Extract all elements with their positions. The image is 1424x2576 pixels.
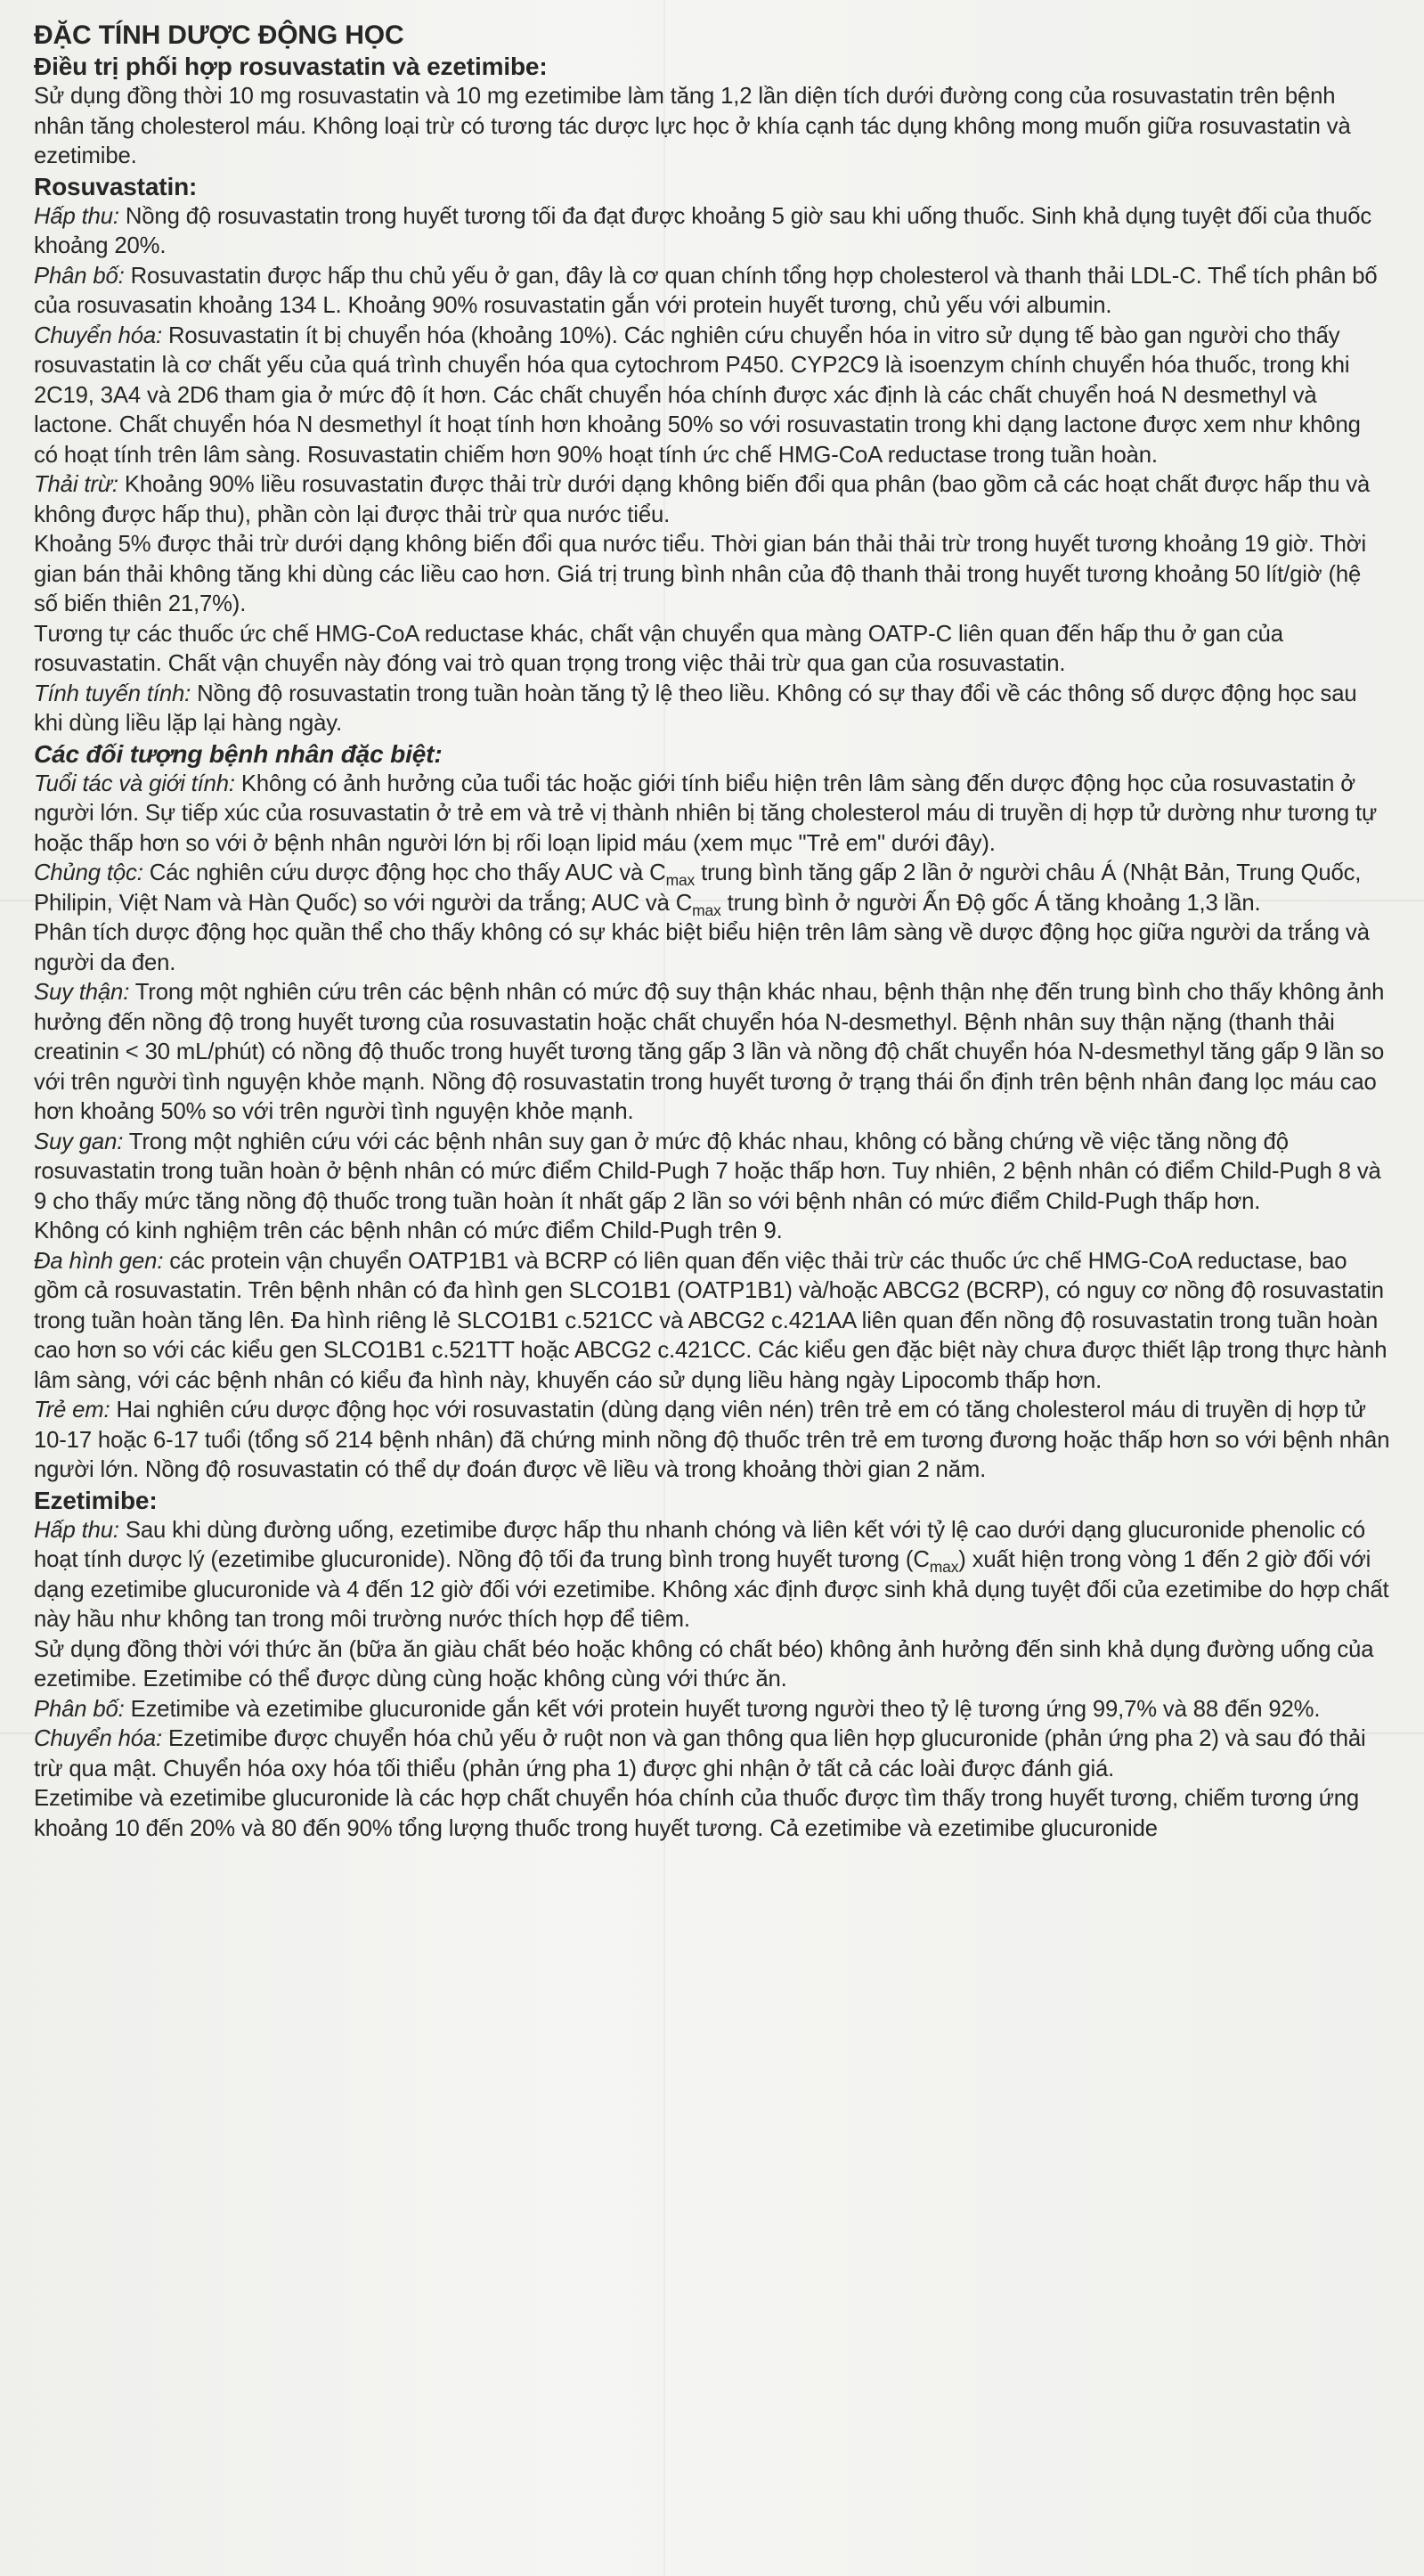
- combo-subheading: Điều trị phối hợp rosuvastatin và ezetimibe:: [34, 53, 548, 80]
- distribution-label: Phân bố:: [34, 263, 125, 289]
- hepatic-paragraph: [34, 1128, 1390, 1218]
- linearity-label: Tính tuyến tính:: [34, 681, 191, 706]
- ezetimibe-distribution-paragraph: [34, 1695, 1390, 1725]
- rosuvastatin-transport-paragraph: Tương tự các thuốc ức chế HMG-CoA reductase khác, chất vận chuyển qua màng OATP-C liên quan đến hấp thu ở gan của rosuvastatin. Chất vận chuyển này đóng vai trò quan trọng trong việc thải trừ qua gan của rosuvastatin.: [34, 621, 1283, 676]
- genetic-label: Đa hình gen:: [34, 1248, 164, 1274]
- ezetimibe-metabolism-paragraph: [34, 1724, 1390, 1784]
- elimination-label: Thải trừ:: [34, 472, 118, 497]
- special-populations-subheading: Các đối tượng bệnh nhân đặc biệt:: [34, 739, 443, 768]
- genetic-text: các protein vận chuyển OATP1B1 và BCRP có liên quan đến việc thải trừ các thuốc ức chế HMG-CoA reductase, bao gồm cả rosuvastatin. Trên bệnh nhân có đa hình gen SLCO1B1 (OATP1B1) và/hoặc ABCG2 (BCRP), có nguy cơ nồng độ rosuvastatin trong tuần hoàn tăng lên. Đa hình riêng lẻ SLCO1B1 c.521CC và ABCG2 c.421AA liên quan đến nồng độ rosuvastatin trong tuần hoàn cao hơn so với các kiểu gen SLCO1B1 c.521TT hoặc ABCG2 c.421CC. Các kiểu gen đặc biệt này chưa được thiết lập trong thực hành lâm sàng, với các bệnh nhân có kiểu đa hình này, khuyến cáo sử dụng liều hàng ngày Lipocomb thấp hơn.: [34, 1248, 1387, 1393]
- elimination-text: Khoảng 90% liều rosuvastatin được thải trừ dưới dạng không biến đổi qua phân (bao gồm cả các hoạt chất được hấp thu và không được hấp thu), phần còn lại được thải trừ qua nước tiểu.: [34, 472, 1371, 527]
- children-text: Hai nghiên cứu dược động học với rosuvastatin (dùng dạng viên nén) trên trẻ em có tăng cholesterol máu di truyền dị hợp tử 10-17 hoặc 6-17 tuổi (tổng số 214 bệnh nhân) đã chứng minh nồng độ thuốc trên trẻ em tương đương hoặc thấp hơn so với bệnh nhân người lớn. Nồng độ rosuvastatin có thể dự đoán được về liều và trong khoảng thời gian 2 năm.: [34, 1398, 1390, 1482]
- race-sub-2: max: [692, 901, 721, 919]
- ezetimibe-absorption-text-b: ) xuất hiện trong vòng 1 đến 2 giờ đối với dạng ezetimibe glucuronide và 4 đến 12 giờ đối với ezetimibe. Không xác định được sinh khả dụng tuyệt đối của ezetimibe do hợp chất này hầu như không tan trong môi trường nước thích hợp để tiêm.: [34, 1547, 1389, 1632]
- ezetimibe-absorption-label: Hấp thu:: [34, 1517, 119, 1543]
- hepatic-label: Suy gan:: [34, 1129, 124, 1154]
- children-label: Trẻ em:: [34, 1398, 110, 1423]
- ezetimibe-absorption-text-a: Sau khi dùng đường uống, ezetimibe được hấp thu nhanh chóng và liên kết với tỷ lệ cao dưới dạng glucuronide phenolic có hoạt tính dược lý (ezetimibe glucuronide). Nồng độ tối đa trung bình trong huyết tương (C: [34, 1517, 1365, 1572]
- rosuvastatin-elimination-paragraph-2: Khoảng 5% được thải trừ dưới dạng không biến đổi qua nước tiểu. Thời gian bán thải thải trừ trong huyết tương khoảng 19 giờ. Thời gian bán thải không tăng khi dùng các liều cao hơn. Giá trị trung bình nhân của độ thanh thải trong huyết tương khoảng 50 lít/giờ (hệ số biến thiên 21,7%).: [34, 532, 1367, 616]
- ezetimibe-metabolism-text: Ezetimibe được chuyển hóa chủ yếu ở ruột non và gan thông qua liên hợp glucuronide (phản ứng pha 2) và sau đó thải trừ qua mật. Chuyển hóa oxy hóa tối thiểu (phản ứng pha 1) được ghi nhận ở tất cả các loài được đánh giá.: [34, 1726, 1366, 1781]
- document-content: [34, 20, 1390, 1844]
- renal-paragraph: [34, 978, 1390, 1128]
- race-paragraph: [34, 859, 1390, 918]
- genetic-paragraph: [34, 1247, 1390, 1397]
- absorption-text: Nồng độ rosuvastatin trong huyết tương tối đa đạt được khoảng 5 giờ sau khi uống thuốc. Sinh khả dụng tuyệt đối của thuốc khoảng 20%.: [34, 203, 1372, 258]
- metabolism-label: Chuyển hóa:: [34, 322, 163, 348]
- ezetimibe-metabolism-label: Chuyển hóa:: [34, 1726, 163, 1751]
- distribution-text: Rosuvastatin được hấp thu chủ yếu ở gan, đây là cơ quan chính tổng hợp cholesterol và thanh thải LDL-C. Thể tích phân bố của rosuvasatin khoảng 134 L. Khoảng 90% rosuvastatin gắn với protein huyết tương, chủ yếu với albumin.: [34, 263, 1378, 318]
- combo-paragraph: Sử dụng đồng thời 10 mg rosuvastatin và 10 mg ezetimibe làm tăng 1,2 lần diện tích dưới đường cong của rosuvastatin trên bệnh nhân tăng cholesterol máu. Không loại trừ có tương tác dược lực học ở khía cạnh tác dụng không mong muốn giữa rosuvastatin và ezetimibe.: [34, 84, 1351, 168]
- rosuvastatin-linearity-paragraph: [34, 680, 1390, 739]
- race-text-c: trung bình ở người Ấn Độ gốc Á tăng khoảng 1,3 lần.: [720, 890, 1261, 916]
- ezetimibe-absorption-paragraph-2: Sử dụng đồng thời với thức ăn (bữa ăn giàu chất béo hoặc không có chất béo) không ảnh hưởng đến sinh khả dụng đường uống của ezetimibe. Ezetimibe có thể được dùng cùng hoặc không cùng với thức ăn.: [34, 1636, 1374, 1692]
- children-paragraph: [34, 1396, 1390, 1486]
- race-text-b: trung bình tăng gấp 2 lần ở người châu Á (Nhật Bản, Trung Quốc, Philipin, Việt Nam và Hàn Quốc) so với người da trắng; AUC và C: [34, 860, 1362, 916]
- rosuvastatin-subheading: Rosuvastatin:: [34, 172, 198, 200]
- renal-text: Trong một nghiên cứu trên các bệnh nhân có mức độ suy thận khác nhau, bệnh thận nhẹ đến trung bình cho thấy không ảnh hưởng đến nồng độ trong huyết tương của rosuvastatin hoặc chất chuyển hóa N-desmethyl. Bệnh nhân suy thận nặng (thanh thải creatinin < 30 mL/phút) có nồng độ thuốc trong huyết tương tăng gấp 3 lần và nồng độ chất chuyển hóa N-desmethyl tăng gấp 9 lần so với trên người tình nguyện khỏe mạnh. Nồng độ rosuvastatin trong huyết tương ở trạng thái ổn định trên bệnh nhân đang lọc máu cao hơn khoảng 50% so với trên người tình nguyện khỏe mạnh.: [34, 980, 1385, 1124]
- hepatic-text: Trong một nghiên cứu với các bệnh nhân suy gan ở mức độ khác nhau, không có bằng chứng về việc tăng nồng độ rosuvastatin trong tuần hoàn ở bệnh nhân có mức điểm Child-Pugh 7 hoặc thấp hơn. Tuy nhiên, 2 bệnh nhân có điểm Child-Pugh 8 và 9 cho thấy mức tăng nồng độ thuốc trong tuần hoàn ít nhất gấp 2 lần so với bệnh nhân có mức điểm Child-Pugh thấp hơn.: [34, 1129, 1381, 1214]
- age-gender-paragraph: [34, 770, 1390, 860]
- ezetimibe-subheading: Ezetimibe:: [34, 1486, 158, 1514]
- absorption-label: Hấp thu:: [34, 203, 119, 229]
- rosuvastatin-absorption-paragraph: [34, 202, 1390, 262]
- race-sub: max: [665, 871, 696, 890]
- ezetimibe-distribution-label: Phân bố:: [34, 1696, 125, 1722]
- renal-label: Suy thận:: [34, 980, 130, 1005]
- rosuvastatin-distribution-paragraph: [34, 262, 1390, 322]
- race-text-a: Các nghiên cứu dược động học cho thấy AUC và C: [142, 860, 666, 885]
- ezetimibe-absorption-paragraph: [34, 1516, 1390, 1635]
- age-gender-label: Tuổi tác và giới tính:: [34, 770, 235, 796]
- ezetimibe-absorption-sub: max: [929, 1558, 959, 1577]
- race-paragraph-2: Phân tích dược động học quần thể cho thấy không có sự khác biệt biểu hiện trên lâm sàng về dược động học giữa người da trắng và người da đen.: [34, 920, 1370, 975]
- rosuvastatin-elimination-paragraph: [34, 470, 1390, 530]
- ezetimibe-distribution-text: Ezetimibe và ezetimibe glucuronide gắn kết với protein huyết tương người theo tỷ lệ tương ứng 99,7% và 88 đến 92%.: [124, 1696, 1321, 1722]
- rosuvastatin-metabolism-paragraph: [34, 322, 1390, 471]
- section-heading: ĐẶC TÍNH DƯỢC ĐỘNG HỌC: [34, 20, 404, 50]
- metabolism-text: Rosuvastatin ít bị chuyển hóa (khoảng 10%). Các nghiên cứu chuyển hóa in vitro sử dụng tế bào gan người cho thấy rosuvastatin là cơ chất yếu của quá trình chuyển hóa qua cytochrom P450. CYP2C9 là isoenzym chính chuyển hóa thuốc, trong khi 2C19, 3A4 và 2D6 tham gia ở mức độ ít hơn. Các chất chuyển hóa chính được xác định là các chất chuyển hoá N desmethyl và lactone. Chất chuyển hóa N desmethyl ít hoạt tính hơn khoảng 50% so với rosuvastatin trong khi dạng lactone được xem như không có hoạt tính trên lâm sàng. Rosuvastatin chiếm hơn 90% hoạt tính ức chế HMG-CoA reductase trong tuần hoàn.: [34, 322, 1361, 468]
- linearity-text: Nồng độ rosuvastatin trong tuần hoàn tăng tỷ lệ theo liều. Không có sự thay đổi về các thông số dược động học sau khi dùng liều lặp lại hàng ngày.: [34, 681, 1357, 736]
- race-label: Chủng tộc:: [34, 860, 143, 885]
- age-gender-text: Không có ảnh hưởng của tuổi tác hoặc giới tính biểu hiện trên lâm sàng đến dược động học của rosuvastatin ở người lớn. Sự tiếp xúc của rosuvastatin ở trẻ em và trẻ vị thành nhiên bị tăng cholesterol máu di truyền dị hợp tử dường như tương tự hoặc thấp hơn so với ở bệnh nhân người lớn bị rối loạn lipid máu (xem mục "Trẻ em" dưới đây).: [34, 770, 1378, 856]
- ezetimibe-metabolism-paragraph-2: Ezetimibe và ezetimibe glucuronide là các hợp chất chuyển hóa chính của thuốc được tìm thấy trong huyết tương, chiếm tương ứng khoảng 10 đến 20% và 80 đến 90% tổng lượng thuốc trong huyết tương. Cả ezetimibe và ezetimibe glucuronide: [34, 1786, 1360, 1841]
- hepatic-paragraph-2: Không có kinh nghiệm trên các bệnh nhân có mức điểm Child-Pugh trên 9.: [34, 1219, 783, 1243]
